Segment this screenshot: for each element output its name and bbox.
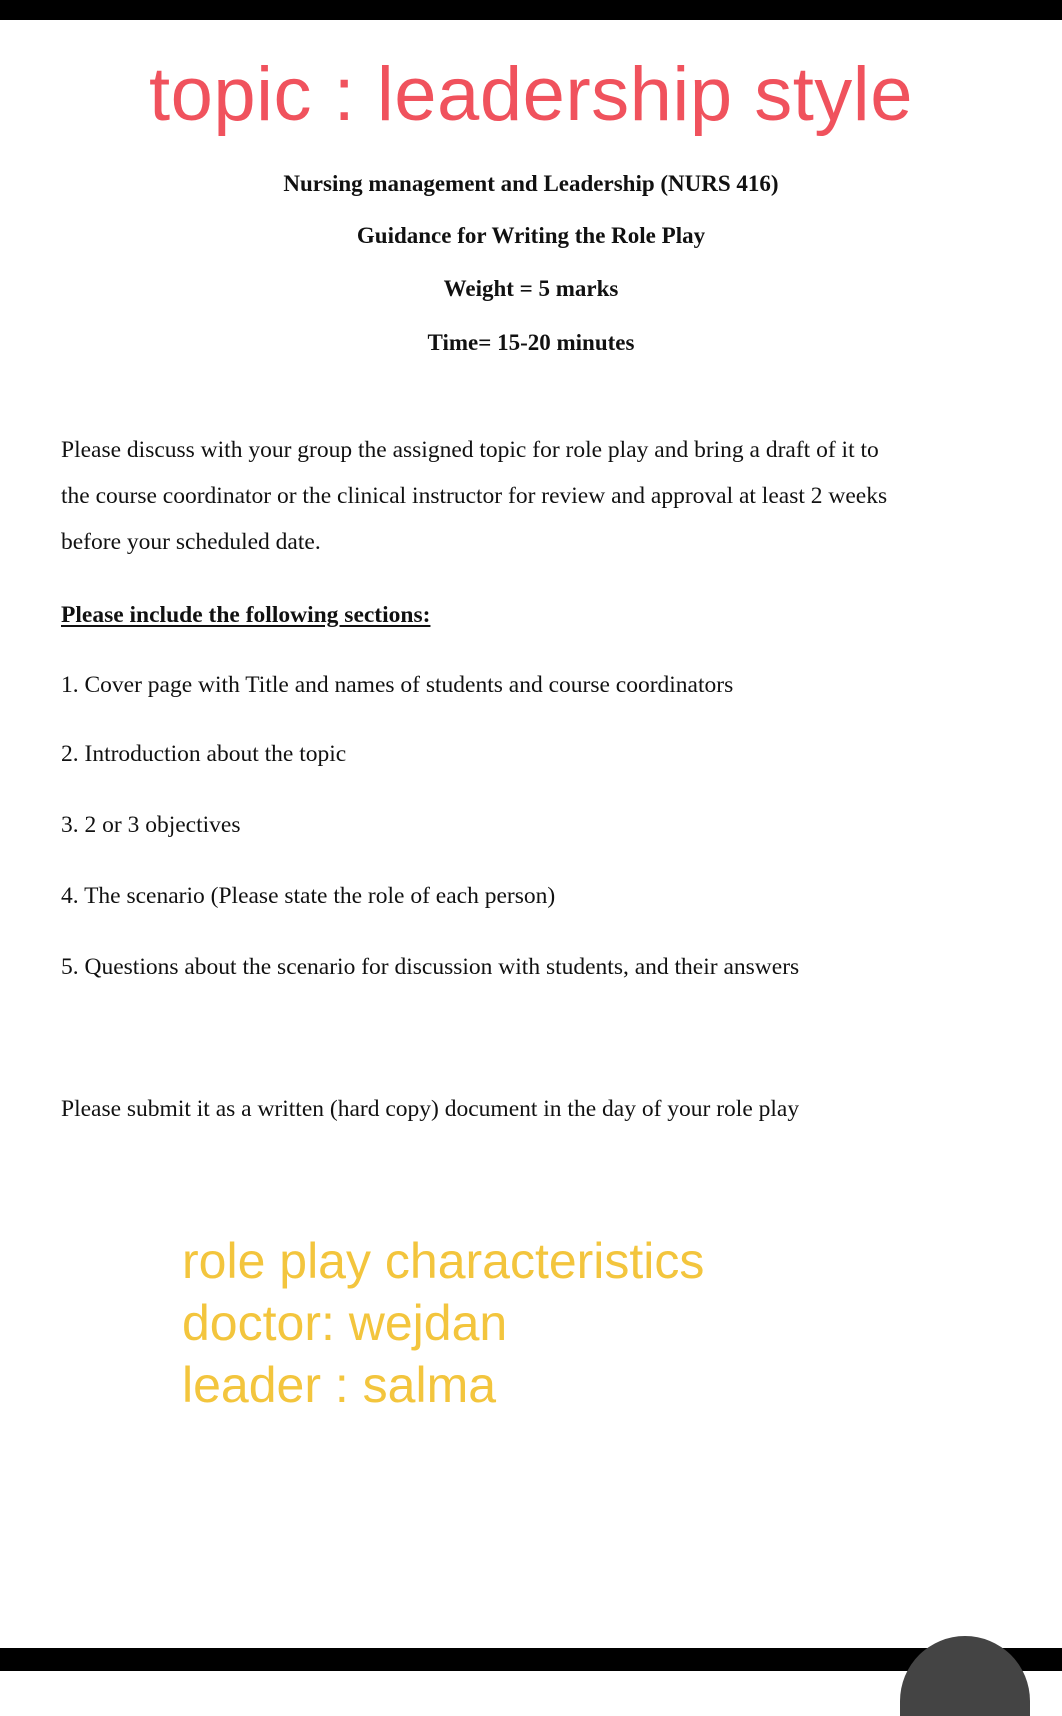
intro-line: the course coordinator or the clinical instructor for review and approval at least 2 weeks xyxy=(61,483,888,509)
section-item-objectives: 3. 2 or 3 objectives xyxy=(61,812,241,838)
submit-note: Please submit it as a written (hard copy) document in the day of your role play xyxy=(61,1096,800,1122)
overlay-notes xyxy=(182,1230,704,1416)
weight-line: Weight = 5 marks xyxy=(443,276,619,301)
section-item-scenario: 4. The scenario (Please state the role of each person) xyxy=(61,883,556,909)
guidance-title: Guidance for Writing the Role Play xyxy=(356,223,706,248)
time-line: Time= 15-20 minutes xyxy=(427,330,635,355)
overlay-note-line: role play characteristics xyxy=(182,1233,705,1289)
intro-line: Please discuss with your group the assigned topic for role play and bring a draft of it to xyxy=(61,437,879,463)
intro-line: before your scheduled date. xyxy=(61,529,321,555)
intro-paragraph xyxy=(61,427,1021,565)
overlay-note-line: leader : salma xyxy=(182,1357,497,1413)
status-bar xyxy=(0,0,1062,20)
section-item-introduction: 2. Introduction about the topic xyxy=(61,741,347,767)
sections-heading: Please include the following sections: xyxy=(61,602,431,628)
overlay-topic-title: topic : leadership style xyxy=(149,52,913,137)
course-title: Nursing management and Leadership (NURS 416) xyxy=(283,171,779,196)
overlay-note-line: doctor: wejdan xyxy=(182,1295,508,1351)
section-item-questions: 5. Questions about the scenario for discussion with students, and their answers xyxy=(61,954,800,980)
navigation-bar xyxy=(0,1648,1062,1671)
section-item-cover-page: 1. Cover page with Title and names of students and course coordinators xyxy=(61,672,734,698)
